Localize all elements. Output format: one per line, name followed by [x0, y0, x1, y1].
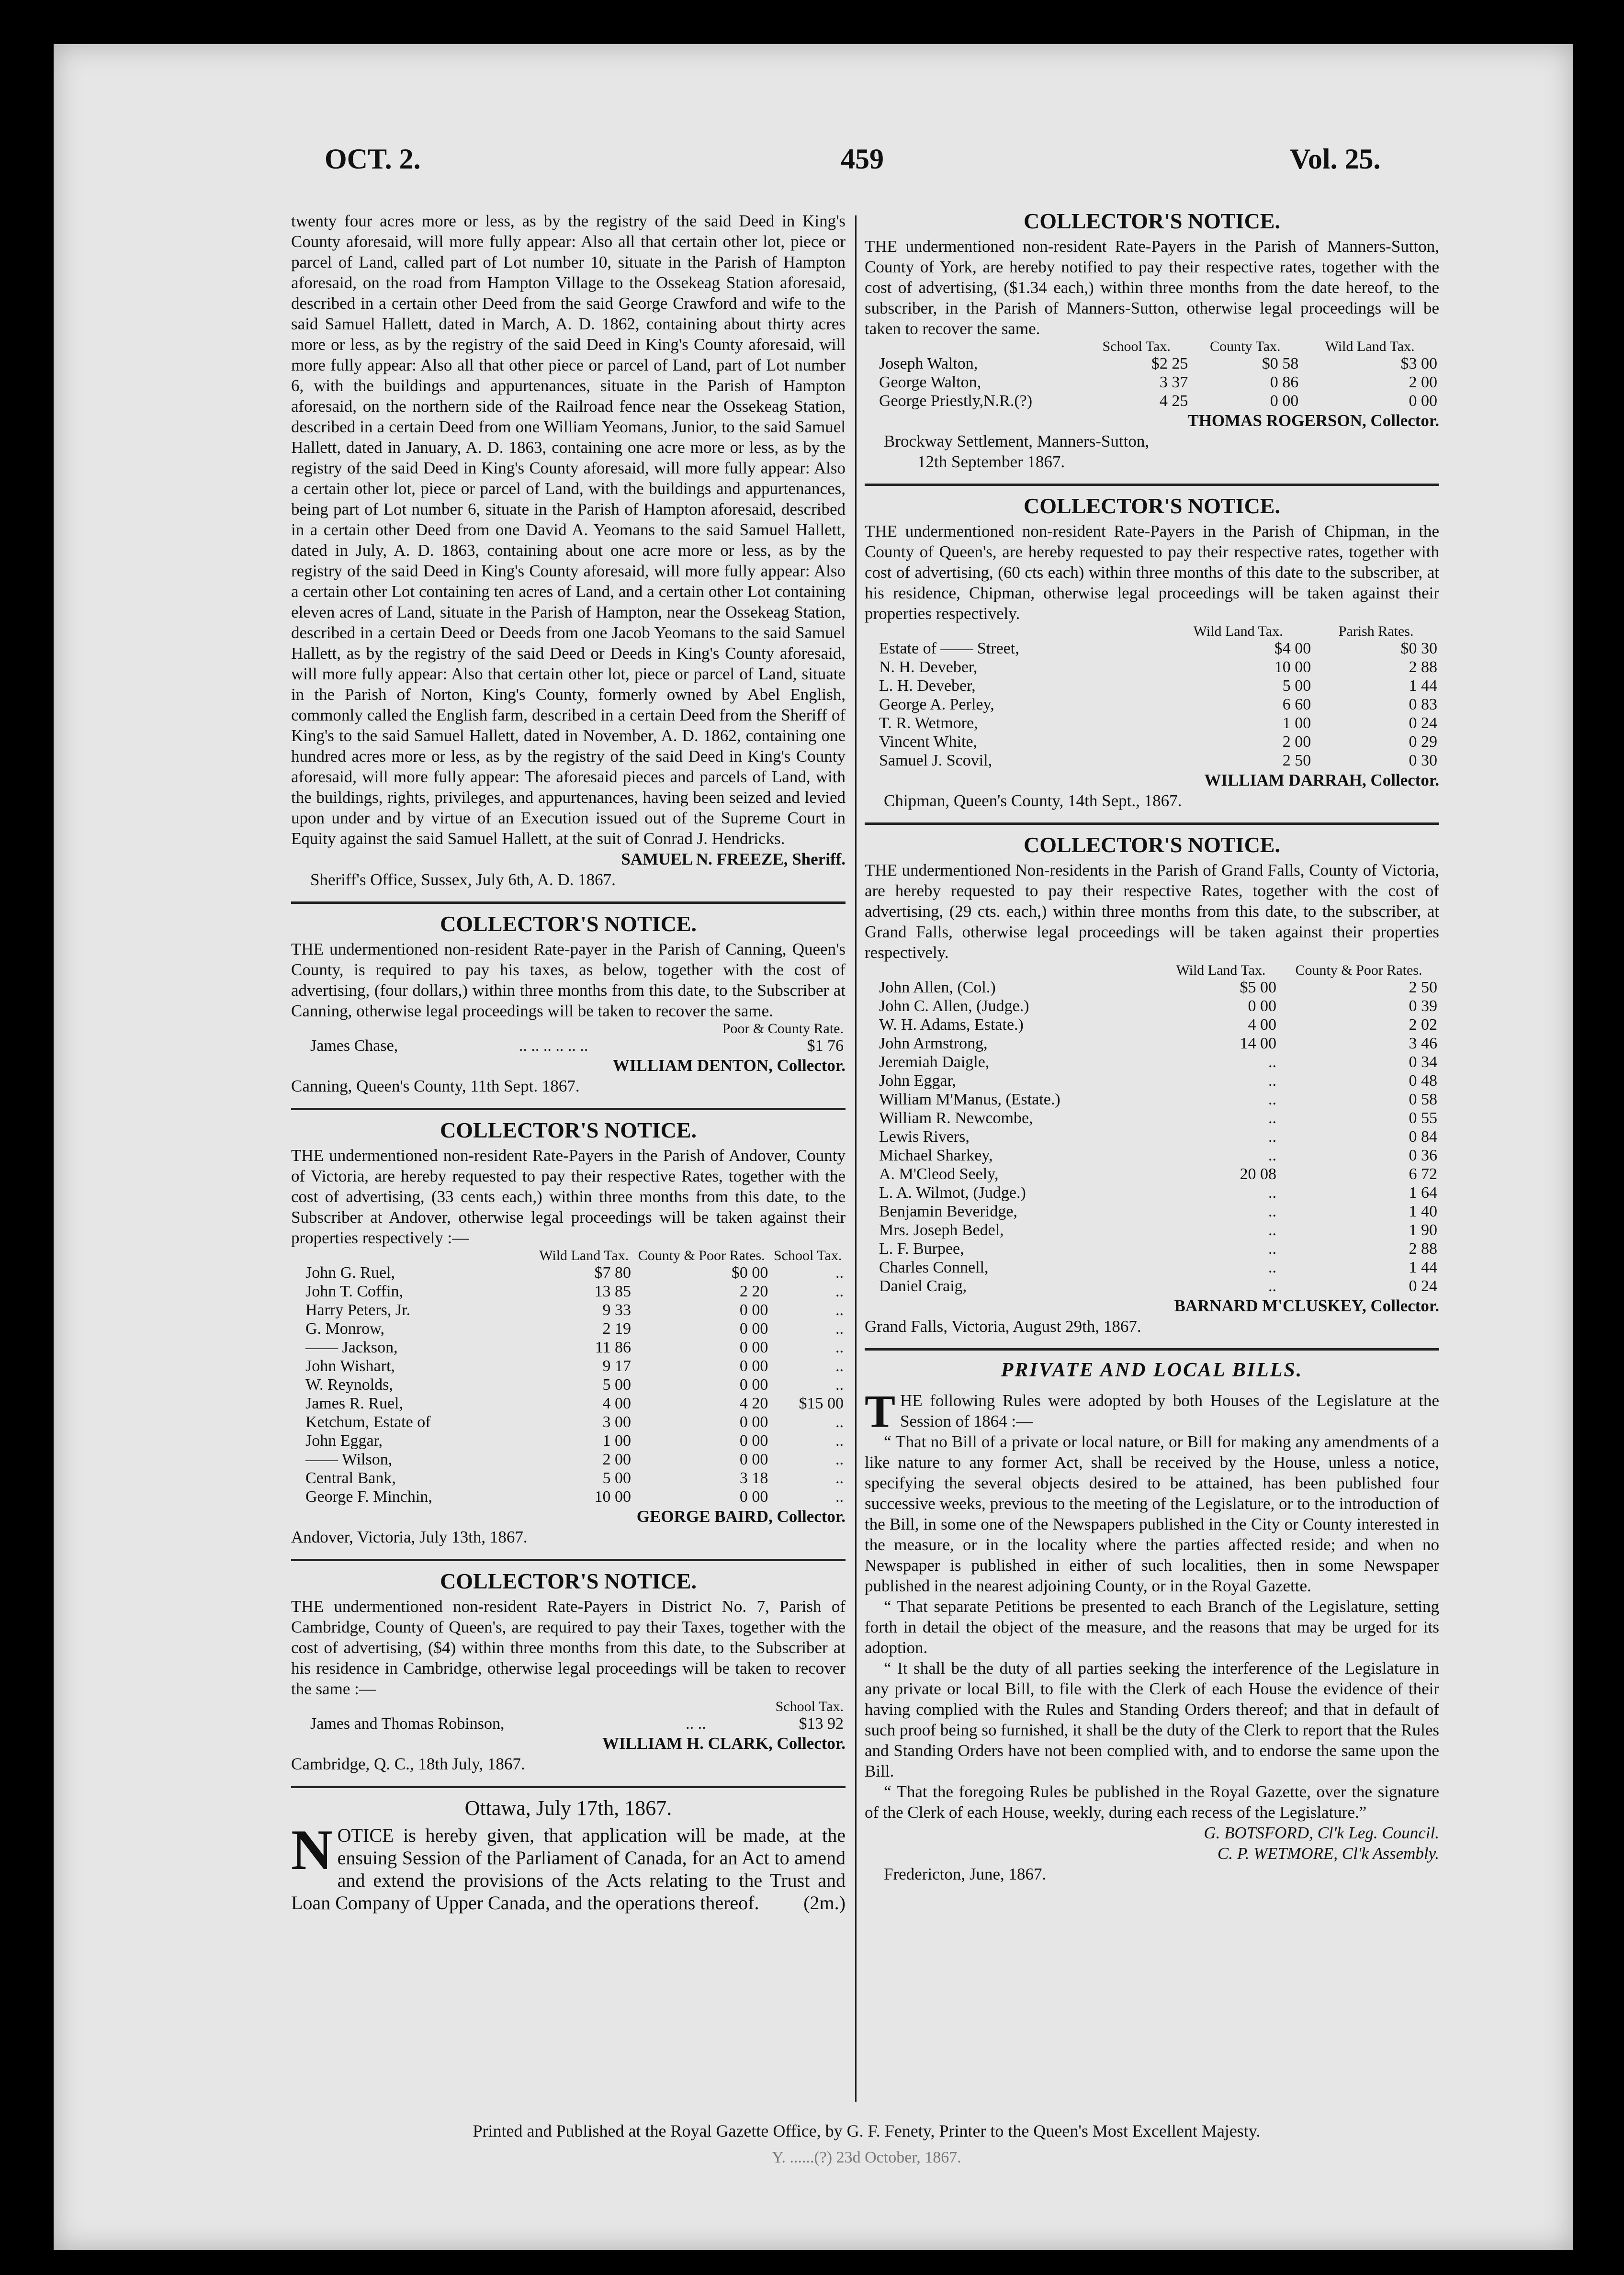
amount: 0 30 — [1409, 752, 1437, 769]
amount: 9 17 — [602, 1357, 631, 1375]
collector-signature: WILLIAM DENTON, Collector. — [612, 1056, 846, 1075]
amount: 2 50 — [1409, 979, 1437, 996]
payer-name: Estate of —— Street, — [879, 640, 1019, 657]
amount: .. — [1268, 1147, 1276, 1164]
page-number: 459 — [841, 143, 884, 175]
table-row — [865, 676, 1439, 695]
table-row — [865, 658, 1439, 676]
section-rule — [865, 484, 1439, 486]
leader-dots: .. .. — [686, 1715, 706, 1733]
amount: 0 83 — [1409, 696, 1437, 713]
payer-name: Central Bank, — [305, 1469, 396, 1487]
table-row — [291, 1357, 846, 1375]
collector-signature: THOMAS ROGERSON, Collector. — [1187, 411, 1439, 430]
amount: 2 00 — [1282, 733, 1311, 751]
amount: 4 00 — [1248, 1016, 1276, 1034]
table-row — [865, 1202, 1439, 1221]
table-row — [865, 1127, 1439, 1146]
amount: 3 37 — [1159, 373, 1188, 391]
payer-name: George A. Perley, — [879, 696, 994, 713]
column-header: County & Poor Rates. — [638, 1248, 765, 1263]
table-row — [291, 1036, 846, 1055]
amount: 0 00 — [739, 1413, 768, 1431]
payer-name: John Eggar, — [879, 1072, 957, 1090]
notice-text: THE undermentioned non-resident Rate-Payers in the Parish of Andover, County of Victoria, are hereby requested to pay their respective Rates, together with the cost of advertising, (33 cents each,) within three months from this date, to the Subscriber at Andover, otherwise legal proceedings will be taken against their properties respectively :— — [291, 1146, 846, 1247]
table-row — [865, 1034, 1439, 1053]
amount: 0 84 — [1409, 1128, 1437, 1146]
table-row — [291, 1375, 846, 1394]
insertion-term: (2m.) — [803, 1892, 846, 1914]
notice-text: THE undermentioned Non-residents in the Parish of Grand Falls, County of Victoria, are hereby requested to pay their respective Rates, together with the cost of advertising, (29 cts. each,) within three months from this date, to the subscriber, at Grand Falls, otherwise legal proceedings will be taken against their properties respectively. — [865, 861, 1439, 962]
amount: 0 00 — [1270, 392, 1299, 410]
notice-title: COLLECTOR'S NOTICE. — [440, 1569, 697, 1593]
amount: 14 00 — [1240, 1035, 1276, 1052]
amount: .. — [1268, 1203, 1276, 1220]
amount: 1 90 — [1409, 1221, 1437, 1239]
drop-cap: T — [865, 1385, 896, 1437]
amount: 2 50 — [1282, 752, 1311, 769]
amount: 10 00 — [1274, 658, 1311, 676]
table-row — [291, 1413, 846, 1431]
amount: 4 00 — [602, 1395, 631, 1412]
amount: 3 18 — [739, 1469, 768, 1487]
page-header — [272, 114, 1440, 200]
amount: 0 55 — [1409, 1109, 1437, 1127]
table-row — [865, 392, 1439, 410]
amount: .. — [835, 1413, 844, 1431]
amount: 0 00 — [739, 1451, 768, 1468]
table-row — [291, 1282, 846, 1301]
column-divider — [855, 215, 857, 2102]
amount: 0 00 — [1248, 997, 1276, 1015]
payer-name: Daniel Craig, — [879, 1277, 967, 1295]
payer-name: John Armstrong, — [879, 1035, 988, 1052]
amount: 0 00 — [739, 1488, 768, 1506]
right-column — [865, 211, 1439, 1884]
ottawa-notice-text: OTICE is hereby given, that application will be made, at the ensuing Session of the Parliament of Canada, for an Act to amend and extend the provisions of the Acts relating to the Trust and Loan Company of Upper Canada, and the operations thereof. — [291, 1825, 846, 1914]
amount: $0 00 — [731, 1264, 768, 1282]
amount: 2 19 — [602, 1320, 631, 1338]
table-row — [865, 1183, 1439, 1202]
payer-name: George Walton, — [879, 373, 981, 391]
payer-name: James and Thomas Robinson, — [310, 1715, 505, 1733]
table-row — [865, 1071, 1439, 1090]
amount: 3 00 — [602, 1413, 631, 1431]
rule-paragraph: “ That separate Petitions be presented to each Branch of the Legislature, setting forth in detail the object of the measure, and the reasons that may be urged for its adoption. — [865, 1597, 1439, 1657]
table-row — [291, 1469, 846, 1487]
notice-title: COLLECTOR'S NOTICE. — [1024, 494, 1280, 518]
payer-name: Mrs. Joseph Bedel, — [879, 1221, 1004, 1239]
payer-name: L. F. Burpee, — [879, 1240, 964, 1258]
amount: 2 88 — [1409, 1240, 1437, 1258]
payer-name: —— Wilson, — [305, 1451, 393, 1468]
amount: $1 76 — [807, 1037, 844, 1055]
payer-name: John Eggar, — [305, 1432, 383, 1450]
amount: 10 00 — [594, 1488, 631, 1506]
payer-name: George F. Minchin, — [305, 1488, 432, 1506]
clerk-signature: C. P. WETMORE, Cl'k Assembly. — [1217, 1844, 1439, 1863]
volume-number: Vol. 25. — [1290, 143, 1381, 175]
column-header: Wild Land Tax. — [1193, 623, 1283, 639]
table-row — [865, 354, 1439, 373]
amount: 0 00 — [739, 1320, 768, 1338]
amount: .. — [835, 1301, 844, 1319]
amount: 0 24 — [1409, 714, 1437, 732]
table-row — [291, 1338, 846, 1357]
drop-cap: N — [291, 1818, 333, 1881]
tax-table — [865, 624, 1439, 770]
table-row — [291, 1714, 846, 1733]
payer-name: —— Jackson, — [305, 1339, 398, 1356]
payer-name: John C. Allen, (Judge.) — [879, 997, 1029, 1015]
payer-name: Lewis Rivers, — [879, 1128, 970, 1146]
table-row — [291, 1263, 846, 1282]
amount: $3 00 — [1400, 355, 1437, 372]
table-row — [865, 1053, 1439, 1071]
column-header: Poor & County Rate. — [722, 1021, 844, 1036]
amount: 0 24 — [1409, 1277, 1437, 1295]
payer-name: Harry Peters, Jr. — [305, 1301, 411, 1319]
column-header: School Tax. — [773, 1248, 842, 1263]
table-row — [865, 1146, 1439, 1165]
table-row — [291, 1394, 846, 1413]
notice-text: THE undermentioned non-resident Rate-Payers in District No. 7, Parish of Cambridge, County of Queen's, are required to pay their Taxes, together with the cost of advertising, ($4) within three months from this date, to the Subscriber at his residence in Cambridge, otherwise legal proceedings will be taken to recover the same :— — [291, 1597, 846, 1698]
private-bills-title: PRIVATE AND LOCAL BILLS. — [1001, 1359, 1303, 1381]
amount: 5 00 — [602, 1469, 631, 1487]
printer-imprint: Printed and Published at the Royal Gazette Office, by G. F. Fenety, Printer to the Queen's Most Excellent Majesty. — [473, 2121, 1261, 2140]
payer-name: L. H. Deveber, — [879, 677, 976, 695]
amount: $2 25 — [1151, 355, 1188, 372]
column-header: County Tax. — [1210, 338, 1281, 354]
table-row — [865, 1277, 1439, 1295]
page-footer — [287, 2121, 1446, 2167]
notice-date: 12th September 1867. — [917, 452, 1065, 471]
sheriff-office: Sheriff's Office, Sussex, July 6th, A. D. 1867. — [310, 870, 616, 889]
payer-name: John Wishart, — [305, 1357, 395, 1375]
amount: 6 60 — [1282, 696, 1311, 713]
payer-name: Benjamin Beveridge, — [879, 1203, 1017, 1220]
column-header: County & Poor Rates. — [1295, 962, 1422, 978]
issue-date: OCT. 2. — [325, 143, 421, 175]
leader-dots: .. .. .. .. .. .. — [519, 1037, 588, 1055]
private-bills-intro: HE following Rules were adopted by both Houses of the Legislature at the Session of 1864 :— — [900, 1391, 1439, 1430]
notice-title: COLLECTOR'S NOTICE. — [1024, 833, 1280, 857]
payer-name: A. M'Cleod Seely, — [879, 1165, 999, 1183]
amount: $5 00 — [1240, 979, 1276, 996]
amount: 0 00 — [739, 1376, 768, 1394]
table-row — [291, 1301, 846, 1319]
amount: 0 86 — [1270, 373, 1299, 391]
amount: .. — [1268, 1277, 1276, 1295]
payer-name: T. R. Wetmore, — [879, 714, 978, 732]
amount: 1 00 — [1282, 714, 1311, 732]
section-rule — [865, 1348, 1439, 1351]
column-header: School Tax. — [775, 1699, 844, 1714]
amount: 1 44 — [1409, 1259, 1437, 1276]
table-row — [865, 1239, 1439, 1258]
payer-name: Joseph Walton, — [879, 355, 978, 372]
amount: 2 88 — [1409, 658, 1437, 676]
rule-paragraph: “ That no Bill of a private or local nature, or Bill for making any amendments of a like nature to any former Act, shall be received by the House, unless a notice, specifying the several objects desired to be attained, has been published four successive weeks, previous to the meeting of the Legislature, or to the introduction of the Bill, in some one of the Newspapers published in the City or County interested in the measure, or in the locality where the parties affected reside; and when no Newspaper is published in either of such localities, then in some Newspaper published in the nearest adjoining County, or in the Royal Gazette. — [865, 1432, 1439, 1595]
amount: 1 64 — [1409, 1184, 1437, 1202]
payer-name: William M'Manus, (Estate.) — [879, 1091, 1060, 1108]
payer-name: John G. Ruel, — [305, 1264, 395, 1282]
amount: .. — [835, 1264, 844, 1282]
payer-name: Charles Connell, — [879, 1259, 989, 1276]
payer-name: James Chase, — [310, 1037, 398, 1055]
payer-name: W. H. Adams, Estate.) — [879, 1016, 1024, 1034]
amount: .. — [1268, 1128, 1276, 1146]
notice-place-date: Canning, Queen's County, 11th Sept. 1867. — [291, 1077, 580, 1095]
notice-text: THE undermentioned non-resident Rate-Payers in the Parish of Manners-Sutton, County of York, are hereby notified to pay their respective rates, together with the cost of advertising, ($1.34 each,) within three months from the date hereof, to the subscriber, in the Parish of Manners-Sutton, otherwise legal proceedings will be taken to recover the same. — [865, 237, 1439, 338]
amount: $13 92 — [799, 1715, 844, 1733]
sheriff-signature: SAMUEL N. FREEZE, Sheriff. — [621, 850, 846, 868]
collector-signature: BARNARD M'CLUSKEY, Collector. — [1174, 1296, 1439, 1315]
archive-stamp: Y. ......(?) 23d October, 1867. — [772, 2149, 961, 2166]
amount: $7 80 — [594, 1264, 631, 1282]
payer-name: Samuel J. Scovil, — [879, 752, 992, 769]
payer-name: N. H. Deveber, — [879, 658, 978, 676]
table-row — [865, 1221, 1439, 1239]
table-row — [865, 1109, 1439, 1127]
collector-signature: GEORGE BAIRD, Collector. — [636, 1507, 846, 1526]
table-row — [865, 997, 1439, 1015]
notice-place-date: Fredericton, June, 1867. — [884, 1865, 1047, 1883]
amount: 0 00 — [739, 1432, 768, 1450]
section-rule — [865, 822, 1439, 825]
amount: 5 00 — [1282, 677, 1311, 695]
payer-name: Jeremiah Daigle, — [879, 1053, 990, 1071]
amount: 0 58 — [1409, 1091, 1437, 1108]
section-rule — [291, 1108, 846, 1110]
amount: .. — [1268, 1053, 1276, 1071]
collector-signature: WILLIAM H. CLARK, Collector. — [602, 1734, 846, 1753]
notice-text: THE undermentioned non-resident Rate-Payers in the Parish of Chipman, in the County of Queen's, are hereby requested to pay their respective rates, together with cost of advertising, (60 cts each) within three months of this date to the subscriber, at his residence, Chipman, otherwise legal proceedings will be taken against their properties respectively. — [865, 522, 1439, 623]
amount: .. — [835, 1451, 844, 1468]
clerk-signature: G. BOTSFORD, Cl'k Leg. Council. — [1204, 1824, 1439, 1842]
amount: 0 39 — [1409, 997, 1437, 1015]
table-row — [865, 1090, 1439, 1109]
table-row — [865, 695, 1439, 714]
column-header: School Tax. — [1102, 338, 1171, 354]
amount: .. — [1268, 1072, 1276, 1090]
amount: 2 00 — [1409, 373, 1437, 391]
amount: 13 85 — [594, 1283, 631, 1300]
collector-signature: WILLIAM DARRAH, Collector. — [1204, 771, 1439, 789]
table-row — [865, 1015, 1439, 1034]
rule-paragraph: “ It shall be the duty of all parties seeking the interference of the Legislature in any private or local Bill, to file with the Clerk of each House the evidence of their having complied with the Rules and Standing Orders thereof; and that in default of such proof being so furnished, it shall be the duty of the Clerk to report that the Rules and Standing Orders have not been complied with, and to endorse the same upon the Bill. — [865, 1659, 1439, 1780]
column-header: Parish Rates. — [1338, 623, 1414, 639]
notice-title: COLLECTOR'S NOTICE. — [1024, 209, 1280, 233]
table-row — [865, 732, 1439, 751]
amount: .. — [1268, 1221, 1276, 1239]
tax-table — [291, 1699, 846, 1733]
column-header: Wild Land Tax. — [1176, 962, 1266, 978]
section-rule — [291, 1786, 846, 1788]
amount: 0 29 — [1409, 733, 1437, 751]
amount: 9 33 — [602, 1301, 631, 1319]
payer-name: Vincent White, — [879, 733, 978, 751]
amount: 1 00 — [602, 1432, 631, 1450]
amount: 0 00 — [739, 1339, 768, 1356]
amount: 5 00 — [602, 1376, 631, 1394]
tax-table — [291, 1021, 846, 1055]
deed-text: twenty four acres more or less, as by the registry of the said Deed in King's County aforesaid, will more fully appear: Also all that certain other lot, piece or parcel of Land, called part of Lot number 10, situate in the Parish of Hampton aforesaid, on the road from Hampton Village to the Ossekeag Station aforesaid, described in a certain other Deed from the said George Crawford and wife to the said Samuel Hallett, dated in March, A. D. 1862, containing about thirty acres more or less, as by the registry of the said Deed in King's County aforesaid, will more fully appear: Also all that other piece or parcel of Land, part of Lot number 6, with the buildings and appurtenances, situate in the Parish of Hampton aforesaid, on the northern side of the Railroad fence near the Ossekeag Station, described in a certain Deed from one William Yeomans, Junior, to the said Samuel Hallett, dated in January, A. D. 1863, containing one acre more or less, as by the registry of the said Deed in King's County aforesaid, will more fully appear: Also a certain other lot, piece or parcel of Land, with the buildings and appurtenances, being part of Lot number 6, situate in the Parish of Hampton aforesaid, described in a certain other Deed from one David A. Yeomans to the said Samuel Hallett, dated in July, A. D. 1863, containing about one acre more or less, as by the registry of the said Deed in King's County aforesaid, will more fully appear: Also a certain other Lot containing ten acres of Land, and a certain other Lot containing eleven acres of Land, situate in the Parish of Hampton, near the Ossekeag Station, described in a certain Deed or Deeds from one Jacob Yeomans to the said Samuel Hallett, as by the registry of the said Deed or Deeds in King's County aforesaid, will more fully appear: Also that certain other lot, piece or parcel of Land, situate in the Parish of Norton, King's County, formerly owned by Abel English, commonly called the English farm, described in a certain Deed from the Sheriff of King's to the said Samuel Hallett, dated in November, A. D. 1862, containing one hundred acres more or less, as by the registry of the said Deed in King's County aforesaid, will more fully appear: The aforesaid pieces and parcels of Land, with the buildings, rights, privileges, and appurtenances, having been seized and levied upon under and by virtue of an Execution issued out of the Supreme Court in Equity against the said Samuel Hallett, at the suit of Conrad J. Hendricks. — [291, 212, 846, 848]
amount: .. — [1268, 1109, 1276, 1127]
tax-table — [291, 1248, 846, 1506]
amount: 0 00 — [739, 1301, 768, 1319]
amount: 0 00 — [739, 1357, 768, 1375]
amount: .. — [835, 1339, 844, 1356]
tax-table — [865, 963, 1439, 1295]
amount: 6 72 — [1409, 1165, 1437, 1183]
notice-title: COLLECTOR'S NOTICE. — [440, 1118, 697, 1142]
amount: 1 40 — [1409, 1203, 1437, 1220]
amount: .. — [1268, 1091, 1276, 1108]
amount: .. — [835, 1488, 844, 1506]
table-row — [865, 373, 1439, 392]
amount: .. — [835, 1320, 844, 1338]
amount: .. — [1268, 1240, 1276, 1258]
table-row — [865, 1258, 1439, 1277]
table-row — [865, 714, 1439, 732]
amount: 0 00 — [1409, 392, 1437, 410]
amount: 2 00 — [602, 1451, 631, 1468]
amount: 0 48 — [1409, 1072, 1437, 1090]
amount: 3 46 — [1409, 1035, 1437, 1052]
amount: $0 30 — [1400, 640, 1437, 657]
amount: 2 02 — [1409, 1016, 1437, 1034]
column-header: Wild Land Tax. — [539, 1248, 629, 1263]
amount: 4 20 — [739, 1395, 768, 1412]
notice-place-date: Cambridge, Q. C., 18th July, 1867. — [291, 1755, 525, 1773]
payer-name: William R. Newcombe, — [879, 1109, 1033, 1127]
amount: 1 44 — [1409, 677, 1437, 695]
notice-place-date: Andover, Victoria, July 13th, 1867. — [291, 1528, 528, 1546]
amount: .. — [1268, 1259, 1276, 1276]
payer-name: W. Reynolds, — [305, 1376, 393, 1394]
payer-name: James R. Ruel, — [305, 1395, 403, 1412]
amount: .. — [835, 1376, 844, 1394]
table-row — [291, 1487, 846, 1506]
amount: $0 58 — [1262, 355, 1299, 372]
notice-title: COLLECTOR'S NOTICE. — [440, 912, 697, 936]
amount: 0 34 — [1409, 1053, 1437, 1071]
section-rule — [291, 1559, 846, 1561]
amount: .. — [835, 1469, 844, 1487]
amount: .. — [1268, 1184, 1276, 1202]
table-row — [291, 1319, 846, 1338]
amount: 2 20 — [739, 1283, 768, 1300]
table-row — [865, 1165, 1439, 1183]
notice-place-date: Chipman, Queen's County, 14th Sept., 1867. — [884, 791, 1182, 810]
payer-name: George Priestly,N.R.(?) — [879, 392, 1033, 410]
payer-name: G. Monrow, — [305, 1320, 384, 1338]
table-row — [291, 1431, 846, 1450]
amount: $4 00 — [1274, 640, 1311, 657]
notice-place: Brockway Settlement, Manners-Sutton, — [884, 432, 1150, 450]
payer-name: L. A. Wilmot, (Judge.) — [879, 1184, 1026, 1202]
section-rule — [291, 901, 846, 904]
amount: 0 36 — [1409, 1147, 1437, 1164]
tax-table — [865, 339, 1439, 410]
payer-name: John T. Coffin, — [305, 1283, 404, 1300]
amount: 11 86 — [595, 1339, 631, 1356]
notice-place-date: Grand Falls, Victoria, August 29th, 1867. — [865, 1317, 1141, 1336]
column-header: Wild Land Tax. — [1325, 338, 1415, 354]
payer-name: John Allen, (Col.) — [879, 979, 996, 996]
left-column — [291, 211, 846, 1914]
amount: .. — [835, 1283, 844, 1300]
amount: 20 08 — [1240, 1165, 1276, 1183]
payer-name: Ketchum, Estate of — [305, 1413, 431, 1431]
notice-text: THE undermentioned non-resident Rate-payer in the Parish of Canning, Queen's County, is required to pay his taxes, as below, together with the cost of advertising, (four dollars,) within three months from this date, to the Subscriber at Canning, otherwise legal proceedings will be taken to recover the same. — [291, 940, 846, 1020]
table-row — [865, 751, 1439, 770]
amount: .. — [835, 1432, 844, 1450]
payer-name: Michael Sharkey, — [879, 1147, 993, 1164]
amount: .. — [835, 1357, 844, 1375]
ottawa-dateline: Ottawa, July 17th, 1867. — [464, 1796, 672, 1820]
table-row — [865, 978, 1439, 997]
table-row — [865, 639, 1439, 658]
table-row — [291, 1450, 846, 1469]
amount: $15 00 — [799, 1395, 844, 1412]
amount: 4 25 — [1159, 392, 1188, 410]
rule-paragraph: “ That the foregoing Rules be published in the Royal Gazette, over the signature of the Clerk of each House, weekly, during each recess of the Legislature.” — [865, 1782, 1439, 1822]
